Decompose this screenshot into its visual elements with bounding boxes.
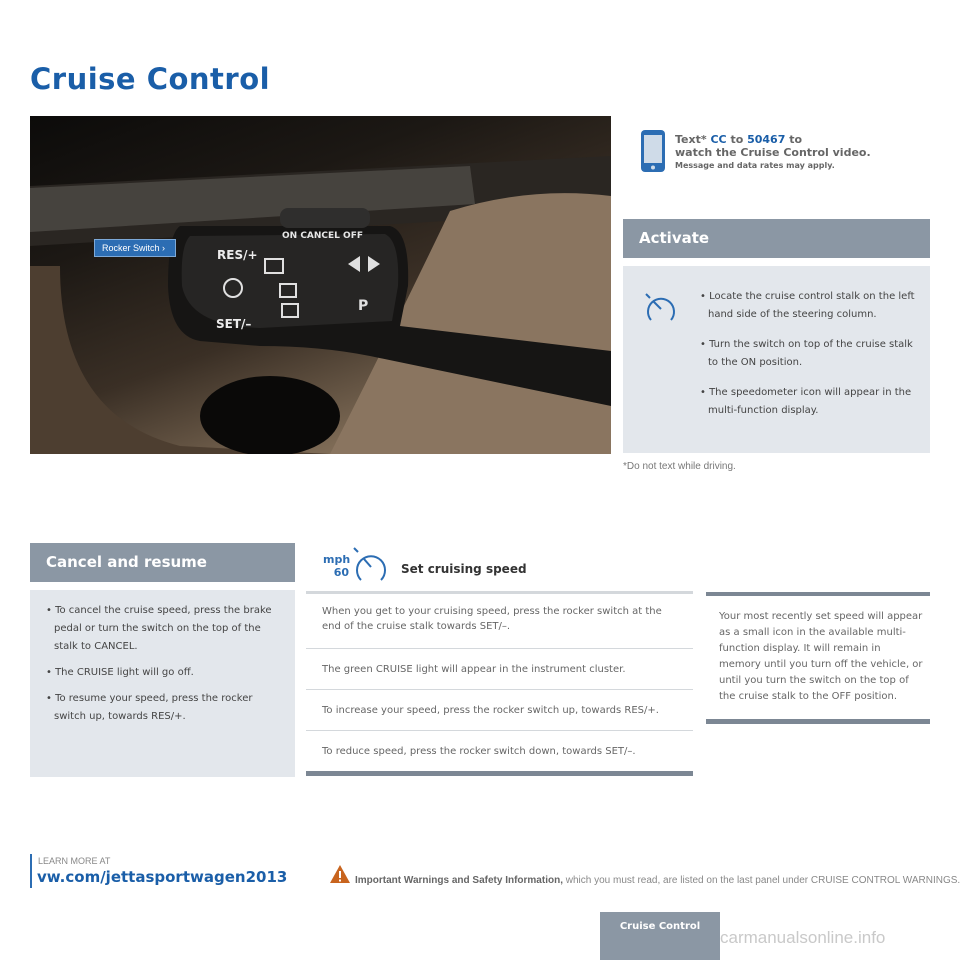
cta-disclaimer: Message and data rates may apply.	[675, 161, 835, 170]
cancel-heading: Cancel and resume	[46, 553, 207, 571]
list-item: • Locate the cruise control stalk on the left hand side of the steering column.	[700, 291, 915, 320]
parking-icon: P	[358, 298, 369, 314]
cta-suffix: to	[785, 133, 803, 146]
mph-label: mph	[323, 553, 351, 566]
memory-note	[706, 592, 930, 724]
divider	[306, 771, 693, 776]
mph-indicator	[323, 553, 349, 579]
memory-note-text: Your most recently set speed will appear as a small icon in the available multi-function display. It will remain in memory until you turn off the vehicle, or until you turn the switch on the top of the cruise stalk to the OFF position.	[719, 611, 923, 702]
phone-icon	[640, 129, 666, 173]
list-item: • The speedometer icon will appear in the multi-function display.	[700, 387, 912, 416]
list-item: • Turn the switch on top of the cruise stalk to the ON position.	[700, 339, 913, 368]
speedometer-icon	[352, 545, 390, 585]
list-item: • To resume your speed, press the rocker switch up, towards RES/+.	[46, 693, 253, 722]
cta-code: CC	[710, 133, 727, 146]
stalk-illustration	[30, 116, 611, 454]
divider	[30, 854, 32, 888]
warning-rest: which you must read, are listed on the last panel under CRUISE CONTROL WARNINGS.	[562, 875, 960, 886]
cancel-header	[30, 543, 295, 582]
cta-prefix: Text*	[675, 133, 711, 146]
cruise-stalk-photo	[30, 116, 611, 454]
cta-number: 50467	[747, 133, 786, 146]
section-tab-label: Cruise Control	[619, 921, 701, 932]
cta-to: to	[726, 133, 748, 146]
list-item: The green CRUISE light will appear in the instrument cluster.	[306, 649, 693, 690]
stalk-label-res: RES/+	[217, 248, 258, 262]
activate-header	[623, 219, 930, 258]
activate-heading: Activate	[639, 229, 710, 247]
cancel-panel	[30, 590, 295, 777]
mph-value: 60	[333, 566, 349, 579]
page-title: Cruise Control	[30, 62, 271, 96]
set-speed-steps	[306, 594, 693, 772]
watermark: carmanualsonline.info	[720, 928, 886, 947]
learn-more-link[interactable]: vw.com/jettasportwagen2013	[37, 868, 288, 886]
safety-warning	[355, 875, 960, 886]
list-item: • To cancel the cruise speed, press the brake pedal or turn the switch on the top of the stalk to CANCEL.	[46, 605, 272, 652]
activate-list	[698, 288, 918, 432]
speedometer-icon	[643, 290, 679, 326]
learn-more-label: LEARN MORE AT	[38, 856, 111, 866]
stalk-label-top: ON CANCEL OFF	[282, 231, 363, 241]
section-tab	[600, 912, 720, 960]
cta-line2: watch the Cruise Control video.	[675, 146, 871, 159]
list-item: To reduce speed, press the rocker switch down, towards SET/–.	[322, 746, 636, 757]
cancel-list	[44, 602, 284, 734]
warning-icon	[329, 864, 351, 884]
stalk-label-set: SET/–	[216, 317, 252, 331]
footnote: *Do not text while driving.	[623, 461, 736, 472]
list-item: To increase your speed, press the rocker switch up, towards RES/+.	[306, 690, 693, 731]
list-item: • The CRUISE light will go off.	[46, 667, 194, 678]
warning-bold: Important Warnings and Safety Information,	[355, 875, 563, 886]
list-item: When you get to your cruising speed, press the rocker switch at the end of the cruise stalk towards SET/–.	[306, 594, 693, 649]
activate-panel	[623, 266, 930, 453]
rocker-switch-callout: Rocker Switch ›	[94, 239, 176, 257]
set-speed-heading: Set cruising speed	[401, 562, 527, 576]
text-message-cta	[675, 133, 925, 172]
